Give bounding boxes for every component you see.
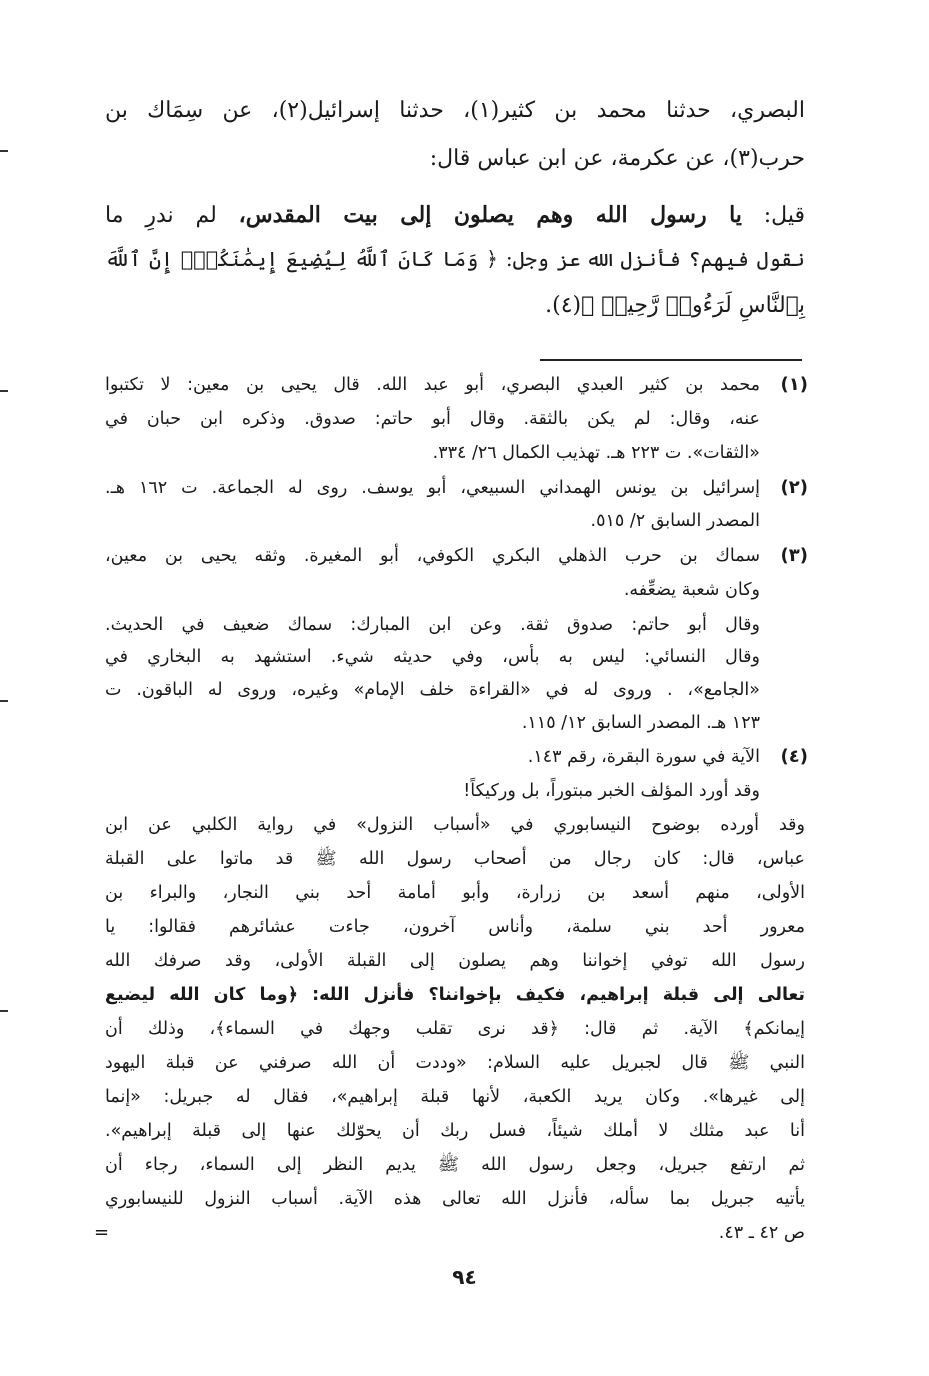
emphasized-question: يا رسول الله وهم يصلون إلى بيت المقدس، bbox=[238, 202, 742, 228]
footnote-line: «الجامع»، . وروى له في «القراءة خلف الإمام» وغيره، وروى له الباقون. ت bbox=[105, 680, 760, 700]
footnote-line: يأتيه جبريل بما سأله، فأنزل الله تعالى هذه الآية. أسباب النزول للنيسابوري bbox=[105, 1189, 805, 1209]
footnote-line: إيمانكم﴾ الآية. ثم قال: ﴿قد نرى تقلب وجهك في السماء﴾، وذلك أن bbox=[105, 1019, 805, 1039]
para-prefix: قيل: bbox=[741, 203, 805, 228]
footnote-line: إلى غيرها». وكان يريد الكعبة، لأنها قبلة إبراهيم»، فقال له جبريل: «إنما bbox=[105, 1087, 805, 1107]
footnote-line: المصدر السابق ٢/ ٥١٥. bbox=[590, 511, 760, 531]
footnote-line: تعالى إلى قبلة إبراهيم، فكيف بإخواننا؟ فأنزل الله: ﴿وما كان الله ليضيع bbox=[105, 985, 805, 1005]
scan-edge-mark bbox=[0, 150, 8, 152]
quran-verse: ﴿ وَمَا كَانَ ٱللَّهُ لِيُضِيعَ إِيمَٰنَكُمْۚ إِنَّ ٱللَّهَ bbox=[105, 247, 499, 271]
main-text-line bbox=[105, 199, 805, 232]
footnote-line: محمد بن كثير العبدي البصري، أبو عبد الله. قال يحيى بن معين: لا تكتبوا bbox=[105, 375, 760, 395]
main-text-line: البصري، حدثنا محمد بن كثير(١)، حدثنا إسرائيل(٢)، عن سِمَاك بن bbox=[105, 98, 805, 123]
footnote-line: عباس، قال: كان رجال من أصحاب رسول الله ﷺ قد ماتوا على القبلة bbox=[105, 849, 805, 869]
main-text-line bbox=[105, 290, 805, 322]
scan-edge-mark bbox=[0, 1010, 8, 1012]
page-number: ٩٤ bbox=[452, 1265, 477, 1289]
main-text-line bbox=[105, 243, 805, 275]
scan-edge-mark bbox=[0, 700, 8, 702]
footnote-line: ١٢٣ هـ. المصدر السابق ١٢/ ١١٥. bbox=[521, 713, 760, 733]
footnote-line: الأولى، منهم أسعد بن زرارة، وأبو أمامة أحد بني النجار، والبراء بن bbox=[105, 883, 805, 903]
para-suffix: لم ندرِ ما bbox=[105, 203, 239, 228]
footnote-line: وكان شعبة يضعِّفه. bbox=[623, 580, 760, 600]
footnote-line: الآية في سورة البقرة، رقم ١٤٣. bbox=[527, 747, 760, 767]
footnote-line: إسرائيل بن يونس الهمداني السبيعي، أبو يوسف. روى له الجماعة. ت ١٦٢ هـ. bbox=[105, 478, 760, 498]
quran-verse: بِٱلنَّاسِ لَرَءُوفٞ رَّحِيمٞ ﴾ bbox=[581, 293, 805, 318]
footnote-ref: (٤). bbox=[545, 293, 582, 318]
footnote-line: أنا عبد مثلك لا أملك شيئاً، فسل ربك أن يحوّلك عنها إلى قبلة إبراهيم». bbox=[105, 1121, 805, 1141]
footnote-line: النبي ﷺ قال لجبريل عليه السلام: «وددت أن الله صرفني عن قبلة اليهود bbox=[105, 1053, 805, 1073]
footnote-separator bbox=[540, 359, 802, 361]
footnote-line: معرور أحد بني سلمة، وأناس آخرون، جاءت عشائرهم فقالوا: يا bbox=[105, 917, 805, 937]
footnote-number: (٤) bbox=[780, 746, 808, 767]
footnote-line: سماك بن حرب الذهلي البكري الكوفي، أبو المغيرة. وثقه يحيى بن معين، bbox=[105, 546, 760, 566]
footnote-line: وقال النسائي: ليس به بأس، وفي حديثه شيء. استشهد به البخاري في bbox=[105, 647, 760, 667]
footnote-number: (٣) bbox=[780, 545, 808, 566]
footnote-line: ثم ارتفع جبريل، وجعل رسول الله ﷺ يديم النظر إلى السماء، رجاء أن bbox=[105, 1155, 805, 1175]
footnote-line: وقد أورد المؤلف الخبر مبتوراً، بل وركيكاً! bbox=[463, 781, 760, 801]
margin-equals-mark: = bbox=[94, 1222, 110, 1243]
scan-edge-mark bbox=[0, 390, 8, 392]
footnote-line: ص ٤٢ ـ ٤٣. bbox=[718, 1223, 805, 1243]
para-text: نقول فيهم؟ فأنزل الله عز وجل: bbox=[498, 247, 805, 271]
footnote-number: (١) bbox=[780, 374, 808, 395]
footnote-line: «الثقات». ت ٢٢٣ هـ. تهذيب الكمال ٢٦/ ٣٣٤. bbox=[432, 443, 760, 463]
footnote-number: (٢) bbox=[780, 477, 808, 498]
footnote-line: وقال أبو حاتم: صدوق ثقة. وعن ابن المبارك: سماك ضعيف في الحديث. bbox=[105, 615, 760, 635]
footnote-line: وقد أورده بوضوح النيسابوري في «أسباب النزول» في رواية الكلبي عن ابن bbox=[105, 815, 805, 835]
main-text-line: حرب(٣)، عن عكرمة، عن ابن عباس قال: bbox=[429, 146, 805, 171]
footnote-line: عنه، وقال: لم يكن بالثقة. وقال أبو حاتم: صدوق. وذكره ابن حبان في bbox=[105, 409, 760, 429]
footnote-line: رسول الله توفي إخواننا وهم يصلون إلى القبلة الأولى، وقد صرفك الله bbox=[105, 951, 805, 971]
